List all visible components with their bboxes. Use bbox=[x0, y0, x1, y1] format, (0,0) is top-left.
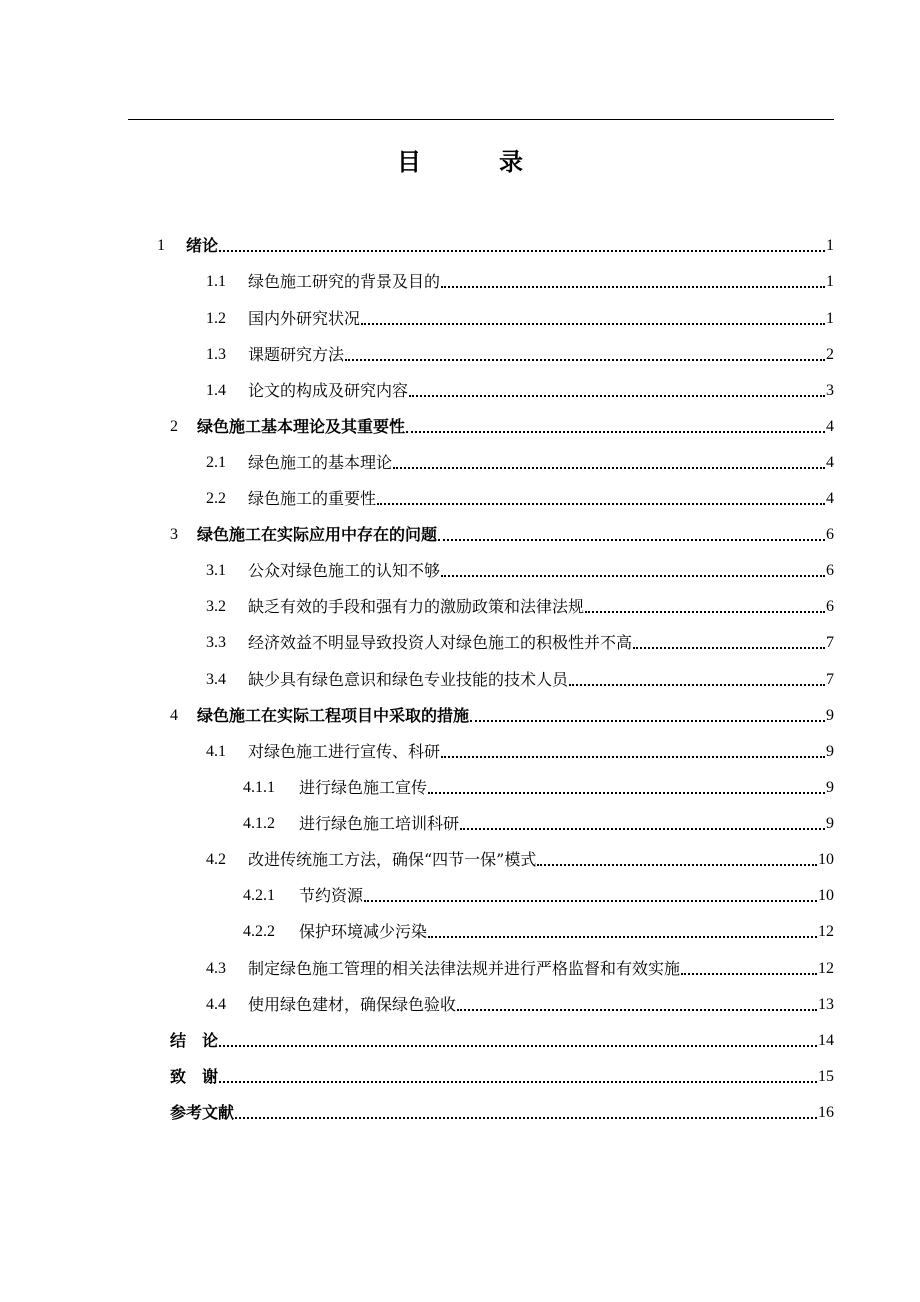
toc-page-number: 3 bbox=[826, 382, 834, 399]
dot-leader bbox=[219, 1045, 817, 1047]
toc-number: 4 bbox=[170, 707, 178, 724]
toc-number: 1 bbox=[157, 237, 165, 254]
toc-page-number: 6 bbox=[826, 526, 834, 543]
toc-title: 经济效益不明显导致投资人对绿色施工的积极性并不高 bbox=[248, 633, 633, 652]
dot-leader bbox=[406, 431, 825, 433]
toc-entry-1[interactable] bbox=[157, 233, 834, 259]
dot-leader bbox=[441, 286, 825, 288]
toc-number: 3.4 bbox=[206, 671, 226, 688]
dot-leader bbox=[470, 720, 825, 722]
title-char-2: 录 bbox=[499, 147, 523, 176]
toc-page-number: 6 bbox=[826, 562, 834, 579]
dot-leader bbox=[428, 936, 817, 938]
toc-entry-4-1-2[interactable] bbox=[243, 811, 834, 837]
toc-number: 3.1 bbox=[206, 562, 226, 579]
toc-title: 论文的构成及研究内容 bbox=[248, 381, 409, 400]
toc-number: 1.2 bbox=[206, 310, 226, 327]
toc-entry-4-1[interactable] bbox=[206, 739, 834, 765]
toc-page-number: 2 bbox=[826, 346, 834, 363]
toc-entry-4-3[interactable] bbox=[206, 956, 834, 982]
toc-title: 公众对绿色施工的认知不够 bbox=[248, 561, 441, 580]
toc-number: 4.2.1 bbox=[243, 887, 275, 904]
toc-entry-2[interactable] bbox=[170, 414, 834, 440]
dot-leader bbox=[633, 647, 825, 649]
toc-page-number: 1 bbox=[826, 310, 834, 327]
toc-title: 绿色施工在实际应用中存在的问题 bbox=[197, 525, 438, 544]
toc-title: 绪论 bbox=[186, 236, 219, 255]
toc-entry-1-2[interactable] bbox=[206, 306, 834, 332]
toc-title: 课题研究方法 bbox=[248, 345, 345, 364]
page-title bbox=[0, 141, 920, 177]
toc-title: 使用绿色建材，确保绿色验收 bbox=[248, 995, 457, 1014]
toc-page-number: 10 bbox=[818, 887, 834, 904]
dot-leader bbox=[393, 467, 825, 469]
toc-entry-2-1[interactable] bbox=[206, 450, 834, 476]
dot-leader bbox=[377, 503, 825, 505]
toc-number: 2 bbox=[170, 418, 178, 435]
toc-title: 国内外研究状况 bbox=[248, 309, 361, 328]
dot-leader bbox=[441, 756, 825, 758]
dot-leader bbox=[438, 539, 825, 541]
toc-number: 3.3 bbox=[206, 634, 226, 651]
toc-entry-3-2[interactable] bbox=[206, 594, 834, 620]
toc-title: 绿色施工基本理论及其重要性 bbox=[197, 417, 406, 436]
toc-title: 缺乏有效的手段和强有力的激励政策和法律法规 bbox=[248, 597, 585, 616]
toc-number: 4.2.2 bbox=[243, 923, 275, 940]
title-char-1: 目 bbox=[397, 147, 421, 176]
toc-number: 2.2 bbox=[206, 490, 226, 507]
toc-title: 进行绿色施工宣传 bbox=[299, 778, 428, 797]
toc-title: 制定绿色施工管理的相关法律法规并进行严格监督和有效实施 bbox=[248, 959, 681, 978]
toc-page-number: 9 bbox=[826, 743, 834, 760]
toc-entry-references[interactable] bbox=[170, 1100, 834, 1126]
toc-entry-4-2[interactable] bbox=[206, 847, 834, 873]
toc-entry-3-1[interactable] bbox=[206, 558, 834, 584]
toc-title: 节约资源 bbox=[299, 886, 364, 905]
toc-title: 致 谢 bbox=[170, 1067, 219, 1086]
toc-entry-conclusion[interactable] bbox=[170, 1028, 834, 1054]
toc-number: 4.1.2 bbox=[243, 815, 275, 832]
dot-leader bbox=[569, 684, 825, 686]
toc-title: 绿色施工研究的背景及目的 bbox=[248, 272, 441, 291]
toc-entry-4-2-2[interactable] bbox=[243, 919, 834, 945]
toc-number: 4.1 bbox=[206, 743, 226, 760]
toc-page-number: 9 bbox=[826, 707, 834, 724]
toc-entry-2-2[interactable] bbox=[206, 486, 834, 512]
dot-leader bbox=[219, 250, 825, 252]
toc-entry-acknowledgements[interactable] bbox=[170, 1064, 834, 1090]
toc-page-number: 1 bbox=[826, 273, 834, 290]
toc-number: 4.2 bbox=[206, 851, 226, 868]
toc-title: 绿色施工的基本理论 bbox=[248, 453, 393, 472]
toc-page-number: 4 bbox=[826, 490, 834, 507]
dot-leader bbox=[457, 1009, 817, 1011]
dot-leader bbox=[409, 395, 825, 397]
toc-page-number: 4 bbox=[826, 418, 834, 435]
toc-number: 1.3 bbox=[206, 346, 226, 363]
toc-number: 3.2 bbox=[206, 598, 226, 615]
toc-entry-1-3[interactable] bbox=[206, 342, 834, 368]
toc-page-number: 6 bbox=[826, 598, 834, 615]
dot-leader bbox=[361, 323, 825, 325]
toc-page-number: 12 bbox=[818, 960, 834, 977]
toc-title: 对绿色施工进行宣传、科研 bbox=[248, 742, 441, 761]
toc-entry-4-2-1[interactable] bbox=[243, 883, 834, 909]
toc-page-number: 14 bbox=[818, 1032, 834, 1049]
dot-leader bbox=[219, 1081, 817, 1083]
toc-number: 2.1 bbox=[206, 454, 226, 471]
toc-entry-4[interactable] bbox=[170, 703, 834, 729]
toc-title: 进行绿色施工培训科研 bbox=[299, 814, 460, 833]
toc-page-number: 7 bbox=[826, 634, 834, 651]
toc-number: 4.3 bbox=[206, 960, 226, 977]
toc-title: 参考文献 bbox=[170, 1103, 235, 1122]
toc-page-number: 4 bbox=[826, 454, 834, 471]
toc-title: 绿色施工的重要性 bbox=[248, 489, 377, 508]
toc-page-number: 16 bbox=[818, 1104, 834, 1121]
toc-entry-4-1-1[interactable] bbox=[243, 775, 834, 801]
toc-page-number: 7 bbox=[826, 671, 834, 688]
toc-entry-3[interactable] bbox=[170, 522, 834, 548]
dot-leader bbox=[681, 973, 817, 975]
toc-number: 3 bbox=[170, 526, 178, 543]
toc-entry-1-4[interactable] bbox=[206, 378, 834, 404]
toc-title: 改进传统施工方法，确保“四节一保”模式 bbox=[248, 850, 537, 869]
toc-title: 保护环境减少污染 bbox=[299, 922, 428, 941]
toc-number: 4.1.1 bbox=[243, 779, 275, 796]
toc-page-number: 13 bbox=[818, 996, 834, 1013]
header-rule bbox=[128, 119, 834, 120]
toc-page-number: 9 bbox=[826, 779, 834, 796]
toc-page-number: 10 bbox=[818, 851, 834, 868]
toc-number: 1.1 bbox=[206, 273, 226, 290]
toc-number: 1.4 bbox=[206, 382, 226, 399]
dot-leader bbox=[428, 792, 825, 794]
toc-entry-3-4[interactable] bbox=[206, 667, 834, 693]
toc-page-number: 12 bbox=[818, 923, 834, 940]
toc-number: 4.4 bbox=[206, 996, 226, 1013]
toc-page-number: 15 bbox=[818, 1068, 834, 1085]
dot-leader bbox=[460, 828, 825, 830]
toc-entry-4-4[interactable] bbox=[206, 992, 834, 1018]
toc-entry-3-3[interactable] bbox=[206, 630, 834, 656]
toc-page-number: 1 bbox=[826, 237, 834, 254]
toc-title: 结 论 bbox=[170, 1031, 219, 1050]
dot-leader bbox=[364, 900, 817, 902]
toc-page-number: 9 bbox=[826, 815, 834, 832]
dot-leader bbox=[235, 1117, 817, 1119]
toc-title: 绿色施工在实际工程项目中采取的措施 bbox=[197, 706, 470, 725]
dot-leader bbox=[345, 359, 825, 361]
dot-leader bbox=[441, 575, 825, 577]
dot-leader bbox=[585, 611, 825, 613]
toc-title: 缺少具有绿色意识和绿色专业技能的技术人员 bbox=[248, 670, 569, 689]
toc-entry-1-1[interactable] bbox=[206, 269, 834, 295]
dot-leader bbox=[537, 864, 817, 866]
